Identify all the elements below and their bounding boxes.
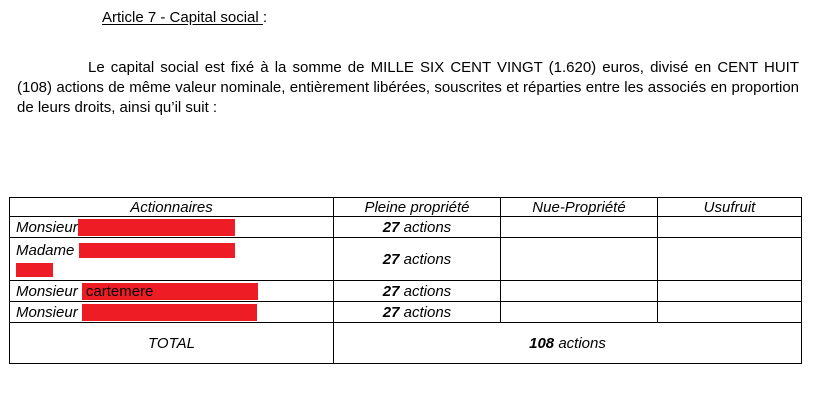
usufruit-cell xyxy=(658,281,802,302)
total-row xyxy=(10,323,802,364)
pleine-propriete-cell xyxy=(334,217,501,238)
total-shares-count: 108 xyxy=(529,334,555,352)
article-colon: : xyxy=(262,9,268,26)
total-label-cell: TOTAL xyxy=(10,323,334,364)
redaction-block xyxy=(82,283,258,300)
usufruit-cell xyxy=(658,238,802,281)
shareholder-title: Madame xyxy=(16,241,75,259)
redaction-block xyxy=(16,263,53,277)
table-row xyxy=(10,217,802,238)
shares-unit: actions xyxy=(399,282,452,300)
name-line xyxy=(16,304,327,321)
capital-paragraph xyxy=(17,58,799,118)
nue-propriete-cell xyxy=(501,302,658,323)
shareholder-title: Monsieur xyxy=(16,303,78,321)
article-title: Article 7 - Capital social xyxy=(102,9,263,26)
table-row xyxy=(10,302,802,323)
table-row xyxy=(10,281,802,302)
nue-propriete-cell xyxy=(501,281,658,302)
pleine-propriete-cell xyxy=(334,281,501,302)
name-line xyxy=(16,219,327,236)
shareholder-name-cell xyxy=(10,238,334,281)
header-pleine-propriete: Pleine propriété xyxy=(334,198,501,217)
shareholder-name-cell xyxy=(10,217,334,238)
redaction-block xyxy=(79,243,235,258)
shares-unit: actions xyxy=(399,250,452,268)
total-shares-cell xyxy=(334,323,802,364)
shares-count: 27 xyxy=(382,250,400,268)
shareholder-name-cell xyxy=(10,281,334,302)
nue-propriete-cell xyxy=(501,238,658,281)
pleine-propriete-cell xyxy=(334,302,501,323)
header-actionnaires: Actionnaires xyxy=(10,198,334,217)
shares-count: 27 xyxy=(382,218,400,236)
table-row xyxy=(10,238,802,281)
name-line xyxy=(16,283,327,300)
shareholders-table xyxy=(9,197,802,364)
shares-unit: actions xyxy=(399,218,452,236)
shares-count: 27 xyxy=(382,282,400,300)
shareholder-title: Monsieur xyxy=(16,218,78,236)
table-header-row xyxy=(10,198,802,217)
shares-unit: actions xyxy=(399,303,452,321)
usufruit-cell xyxy=(658,217,802,238)
paragraph-text: Le capital social est fixé à la somme de MILLE SIX CENT VINGT (1.620) euros, divisé en CENT HUIT (108) actions de même valeur nominale, entièrement libérées, souscrites et réparties entre les associés en proportion de leurs droits, ainsi qu’il suit : xyxy=(17,59,799,116)
usufruit-cell xyxy=(658,302,802,323)
redacted-visible-name: cartemere xyxy=(85,282,154,300)
shares-count: 27 xyxy=(382,303,400,321)
article-heading xyxy=(102,9,267,27)
header-nue-propriete: Nue-Propriété xyxy=(501,198,658,217)
redaction-block xyxy=(78,219,235,236)
total-shares-unit: actions xyxy=(554,334,606,352)
pleine-propriete-cell xyxy=(334,238,501,281)
shareholder-title: Monsieur xyxy=(16,282,78,300)
header-usufruit: Usufruit xyxy=(658,198,802,217)
shareholder-name-cell xyxy=(10,302,334,323)
nue-propriete-cell xyxy=(501,217,658,238)
redaction-block xyxy=(82,304,257,321)
name-line xyxy=(16,242,327,259)
